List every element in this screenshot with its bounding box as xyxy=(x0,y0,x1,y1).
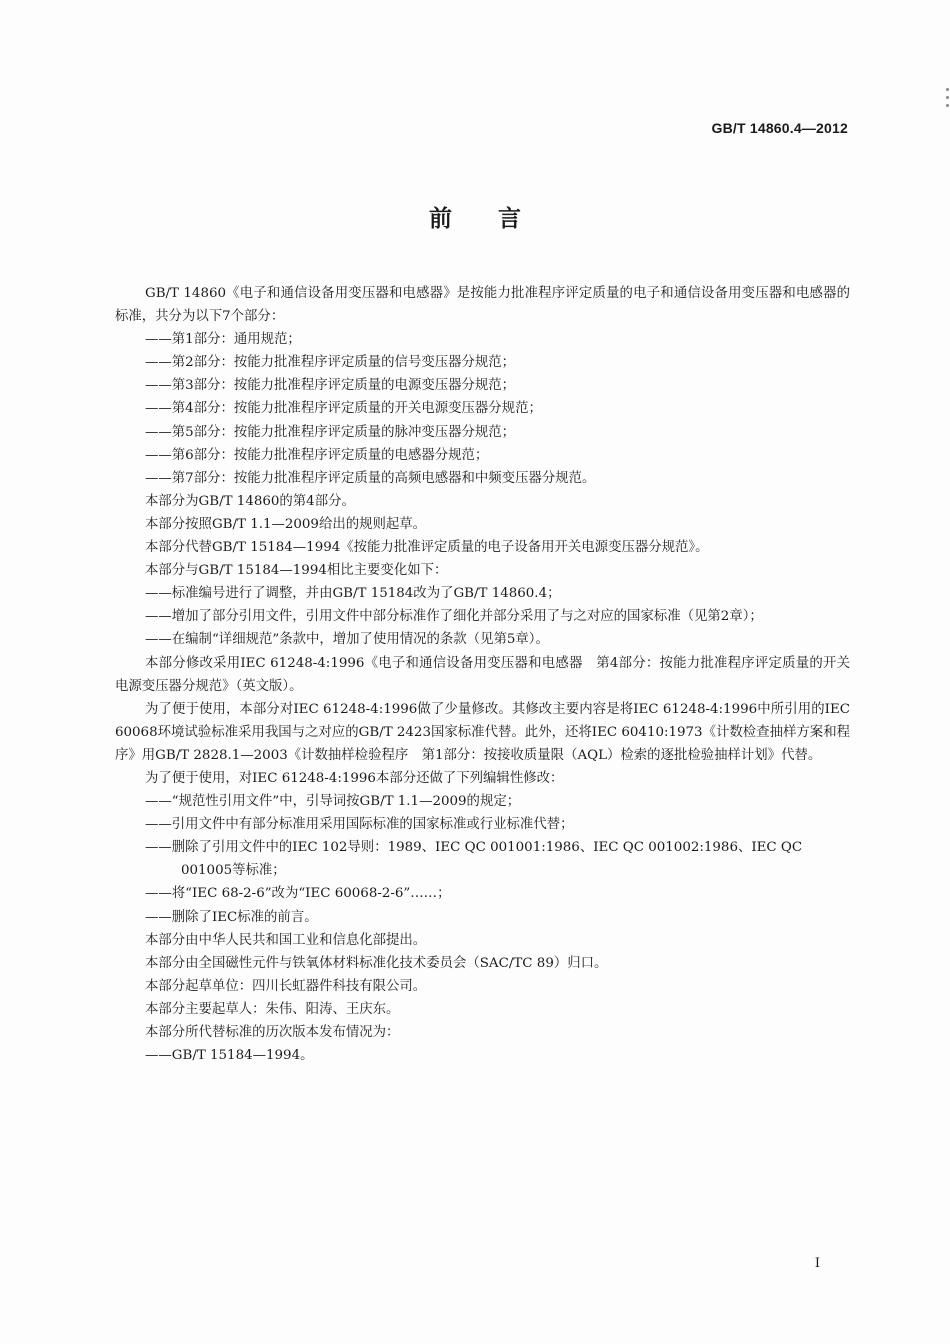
list-item: ——第1部分：通用规范； xyxy=(145,332,301,348)
list-item: ——在编制“详细规范”条款中，增加了使用情况的条款（见第5章）。 xyxy=(145,632,549,648)
list-item: ——第2部分：按能力批准程序评定质量的信号变压器分规范； xyxy=(145,355,516,371)
scan-artifact xyxy=(946,96,949,99)
list-item: ——删除了引用文件中的IEC 102导则：1989、IEC QC 001001:1986、IEC QC 001002:1986、IEC QC 001005等标准； xyxy=(145,840,803,879)
paragraph: 本部分由中华人民共和国工业和信息化部提出。 xyxy=(145,932,427,948)
list-item: ——GB/T 15184—1994。 xyxy=(145,1048,314,1064)
list-item: ——“规范性引用文件”中，引导词按GB/T 1.1—2009的规定； xyxy=(145,794,521,810)
list-item: ——第5部分：按能力批准程序评定质量的脉冲变压器分规范； xyxy=(145,424,516,440)
scan-artifact xyxy=(946,104,949,107)
page-number: I xyxy=(814,1256,820,1271)
list-item: ——第3部分：按能力批准程序评定质量的电源变压器分规范； xyxy=(145,378,516,394)
paragraph: 本部分按照GB/T 1.1—2009给出的规则起草。 xyxy=(145,516,427,532)
paragraph: 本部分起草单位：四川长虹器件科技有限公司。 xyxy=(145,978,427,994)
standard-number: GB/T 14860.4—2012 xyxy=(711,120,848,136)
list-item: ——删除了IEC标准的前言。 xyxy=(145,909,318,925)
list-item: ——标准编号进行了调整，并由GB/T 15184改为了GB/T 14860.4； xyxy=(145,586,561,602)
paragraph: 本部分代替GB/T 15184—1994《按能力批准评定质量的电子设备用开关电源变压器分规范》。 xyxy=(145,540,709,556)
list-item: ——引用文件中有部分标准用采用国际标准的国家标准或行业标准代替； xyxy=(145,817,574,833)
paragraph: 本部分修改采用IEC 61248-4:1996《电子和通信设备用变压器和电感器 第4部分：按能力批准程序评定质量的开关电源变压器分规范》（英文版）。 xyxy=(115,655,850,694)
scan-artifact xyxy=(946,88,949,91)
paragraph: 本部分为GB/T 14860的第4部分。 xyxy=(145,493,355,509)
paragraph: 本部分主要起草人：朱伟、阳涛、王庆东。 xyxy=(145,1001,400,1017)
list-item: ——第6部分：按能力批准程序评定质量的电感器分规范； xyxy=(145,447,489,463)
preface-body xyxy=(115,282,850,1067)
list-item: ——增加了部分引用文件，引用文件中部分标准作了细化并部分采用了与之对应的国家标准（见第2章）； xyxy=(145,609,763,625)
list-item: ——第7部分：按能力批准程序评定质量的高频电感器和中频变压器分规范。 xyxy=(145,470,596,486)
paragraph: 本部分由全国磁性元件与铁氧体材料标准化技术委员会（SAC/TC 89）归口。 xyxy=(145,955,608,971)
page-title: 前言 xyxy=(429,206,567,232)
paragraph: 本部分所代替标准的历次版本发布情况为： xyxy=(145,1025,400,1040)
paragraph: 本部分与GB/T 15184—1994相比主要变化如下： xyxy=(145,563,448,579)
paragraph: GB/T 14860《电子和通信设备用变压器和电感器》是按能力批准程序评定质量的电子和通信设备用变压器和电感器的标准，共分为以下7个部分： xyxy=(115,286,850,325)
paragraph: 为了便于使用，对IEC 61248-4:1996本部分还做了下列编辑性修改： xyxy=(145,770,564,786)
list-item: ——将“IEC 68-2-6”改为“IEC 60068-2-6”……； xyxy=(145,886,451,902)
paragraph: 为了便于使用，本部分对IEC 61248-4:1996做了少量修改。其修改主要内容是将IEC 61248-4:1996中所引用的IEC 60068环境试验标准采用我国与之对应的GB/T 2423国家标准代替。此外，还将IEC 60410:1973《计数检查抽样方案和程序》用GB/T 2828.1—2003《计数抽样检验程序 第1部分：按接收质量限（AQL）检索的逐批检验抽样计划》代替。 xyxy=(115,701,850,763)
list-item: ——第4部分：按能力批准程序评定质量的开关电源变压器分规范； xyxy=(145,401,542,417)
